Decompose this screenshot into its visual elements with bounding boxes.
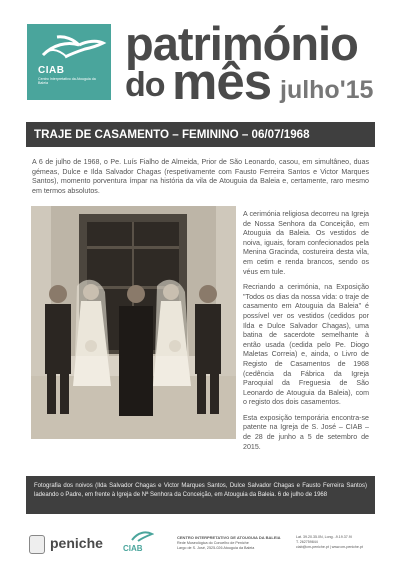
ciab-footer-icon	[130, 528, 154, 544]
masthead-patrimonio: património	[125, 17, 358, 70]
footer-contact	[296, 535, 376, 550]
whale-tail-icon	[27, 24, 111, 100]
wedding-photo-illustration	[31, 206, 236, 439]
masthead-mes: mês	[172, 53, 272, 110]
footer	[0, 524, 401, 567]
side-paragraph-3: Esta exposição temporária encontra-se patente na Igreja de S. José – CIAB – de 28 de junho a 5 de setembro de 2015.	[243, 413, 369, 451]
side-column	[243, 210, 369, 458]
masthead-issue: julho'15	[280, 76, 374, 104]
article-title: TRAJE DE CASAMENTO – FEMININO – 06/07/1968	[26, 122, 375, 147]
footer-ciab-logo: CIAB	[123, 544, 143, 553]
side-paragraph-2: Recriando a cerimónia, na Exposição "Todos os dias da nossa vida: o traje de casamento em Atouguia da Baleia" é possível ver os vestidos (cedidos por Ilda e Dulce Salvador Chagas), uma batina de sacerdote semelhante à então usada (cedida pelo Pe. Diogo Maletas Correia) e, ainda, o Livro de Registo de Casamentos de 1968 (cedência da Fábrica da Igreja Paroquial da Freguesia de São Leonardo de Atouguia da Baleia), com o registo dos dois casamentos.	[243, 283, 369, 407]
footer-center-name: CENTRO INTERPRETATIVO DE ATOUGUIA DA BALEIA	[177, 535, 281, 540]
side-paragraph-1: A cerimónia religiosa decorreu na Igreja de Nossa Senhora da Conceição, em Atouguia da Baleia. Os vestidos de noiva, iguais, foram confecionados pela Menina Gracinda, costureira desta vila, em cetim e renda brancos, sendo os véus em tule.	[243, 210, 369, 276]
footer-contact-email[interactable]: ciab@cm-peniche.pt | www.cm-peniche.pt	[296, 545, 363, 549]
footer-center-line2: Rede Museológica do Concelho de Peniche	[177, 541, 249, 545]
footer-center-info	[177, 535, 287, 551]
footer-contact-coords: Lat. 39.20.35.0N, Long. -9.19.37.9I	[296, 535, 352, 539]
municipal-seal-icon	[29, 535, 45, 554]
footer-peniche-logo: peniche	[50, 535, 103, 551]
photo-caption: Fotografia dos noivos (Ilda Salvador Chagas e Victor Marques Santos, Dulce Salvador Chagas e Fausto Ferreira Santos) ladeando o Padre, em frente à Igreja de Nª Senhora da Conceição, em Atouguia da Baleia. 6 de julho de 1968	[26, 476, 375, 514]
logo-subtitle: Centro Interpretativo da Atouguia da Baleia	[38, 77, 96, 86]
masthead-do: do	[125, 66, 165, 104]
intro-paragraph: A 6 de julho de 1968, o Pe. Luís Fialho de Almeida, Prior de São Leonardo, casou, em simultâneo, duas gémeas, Dulce e Ilda Salvador Chagas (respetivamente com Fausto Ferreira Santos e Victor Marques Santos), momento porventura ímpar na história da vila de Atouguia da Baleia e, certamente, raro mesmo em termos absolutos.	[32, 158, 369, 195]
footer-contact-phone: T. 262759844	[296, 540, 318, 544]
logo-name: CIAB	[38, 65, 65, 76]
ciab-logo	[27, 24, 111, 100]
footer-center-line3: Largo de S. José, 2525-026 Atouguia da Baleia	[177, 546, 255, 550]
wedding-photo	[31, 206, 236, 439]
